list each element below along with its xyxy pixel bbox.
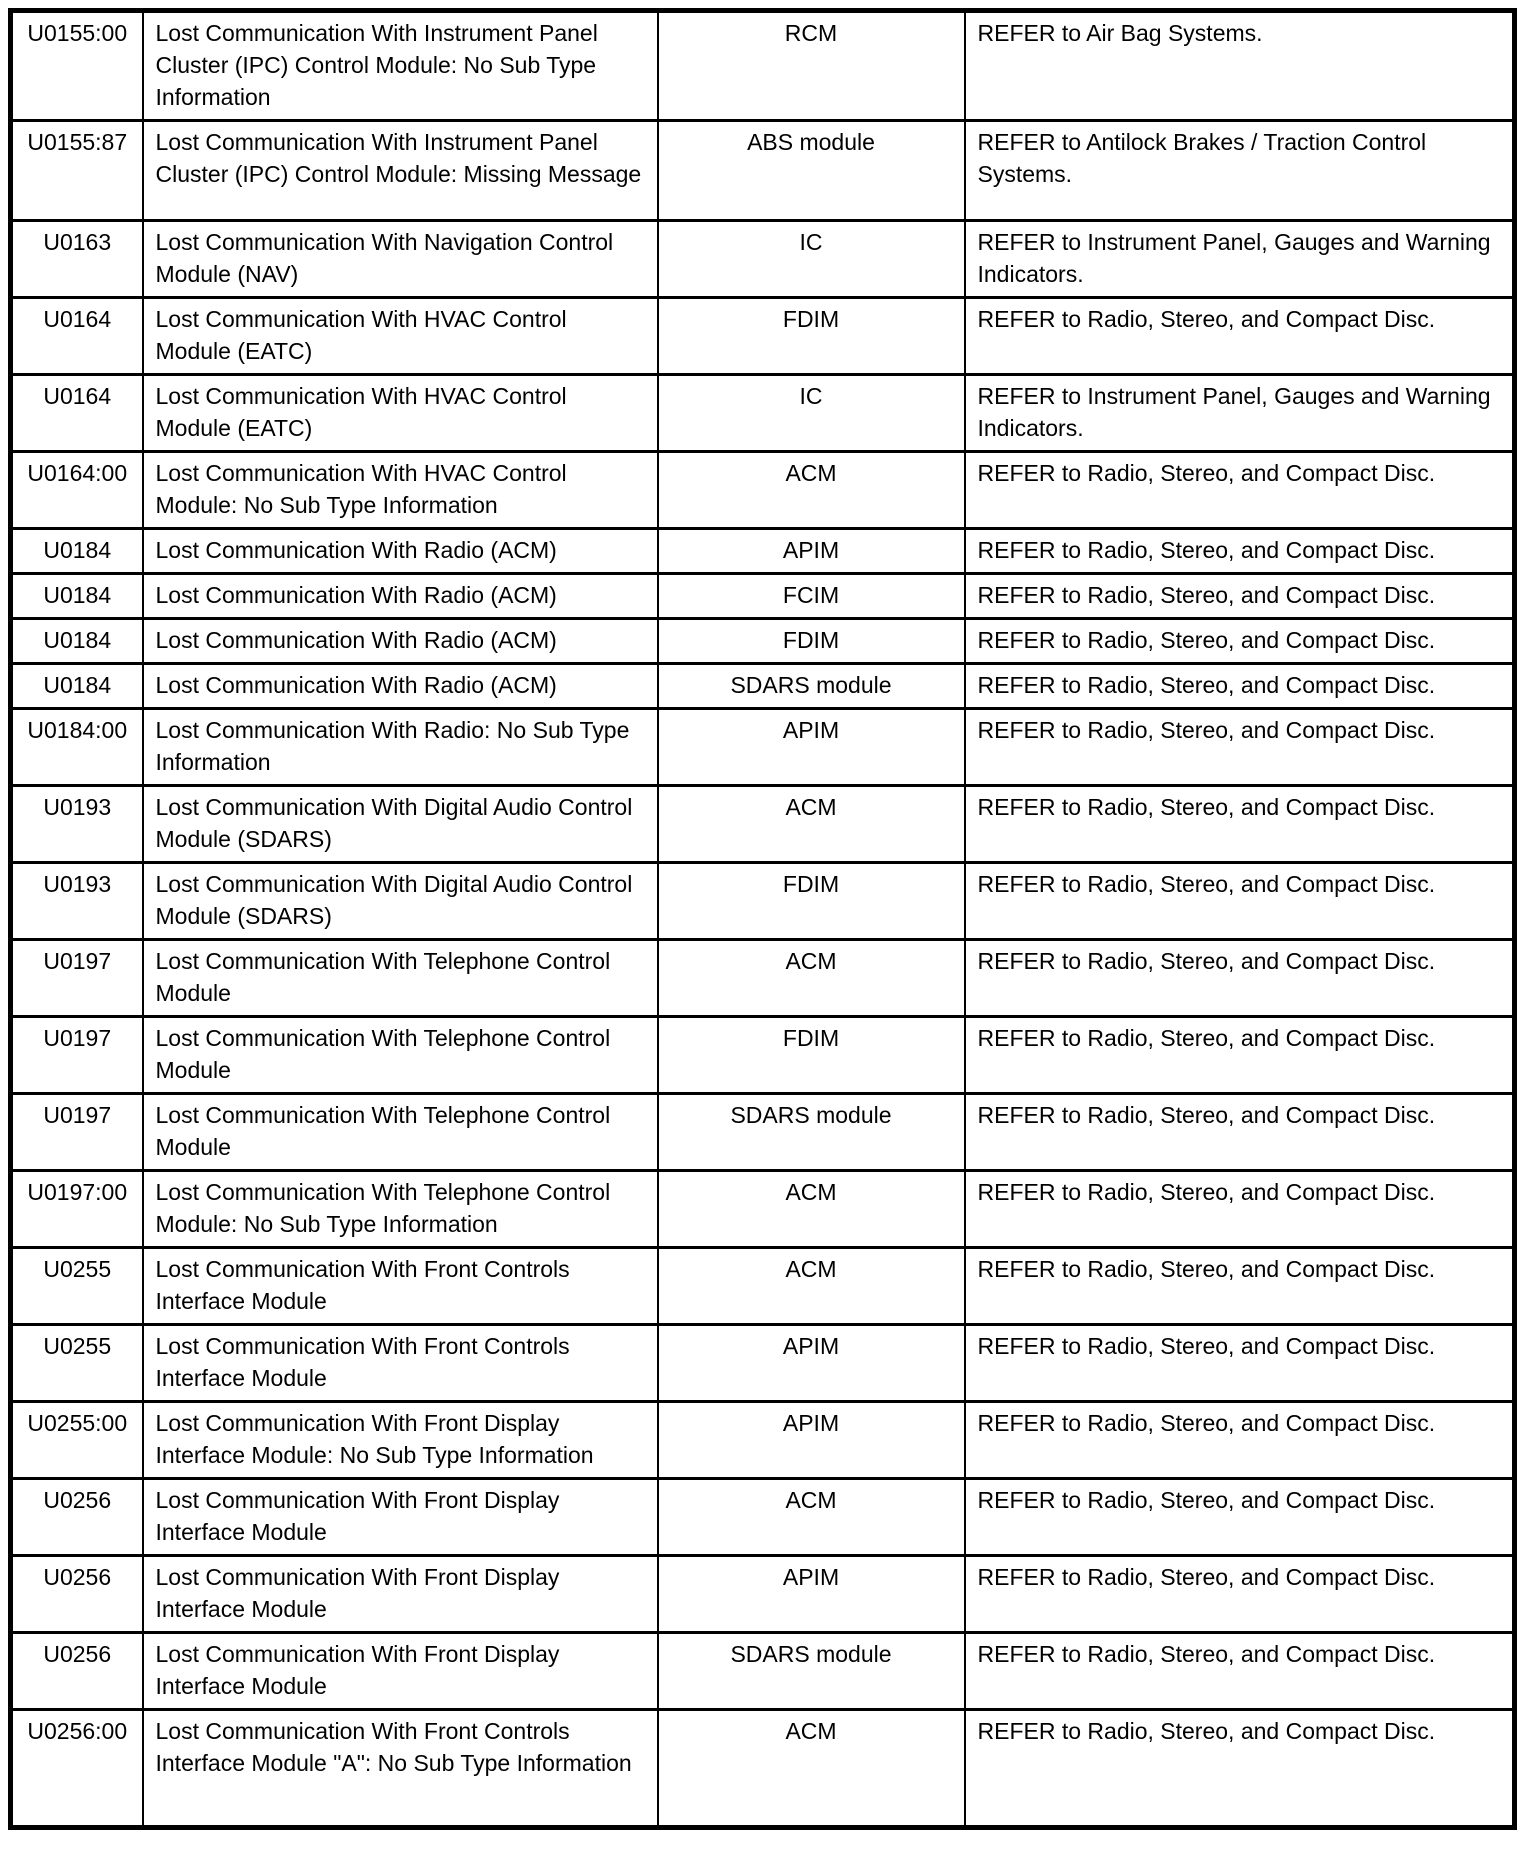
refer-action-cell: REFER to Radio, Stereo, and Compact Disc. xyxy=(965,298,1515,375)
refer-action-cell: REFER to Radio, Stereo, and Compact Disc. xyxy=(965,1710,1515,1828)
table-row xyxy=(11,1402,1515,1479)
refer-action-cell: REFER to Radio, Stereo, and Compact Disc. xyxy=(965,664,1515,709)
dtc-code-cell: U0197 xyxy=(11,1017,143,1094)
table-row xyxy=(11,1325,1515,1402)
module-cell: IC xyxy=(658,221,965,298)
dtc-description-cell: Lost Communication With Instrument Panel Cluster (IPC) Control Module: No Sub Type Information xyxy=(143,11,658,121)
dtc-code-cell: U0184 xyxy=(11,529,143,574)
module-cell: ACM xyxy=(658,786,965,863)
dtc-description-cell: Lost Communication With Radio: No Sub Type Information xyxy=(143,709,658,786)
table-row xyxy=(11,529,1515,574)
table-row xyxy=(11,863,1515,940)
refer-action-cell: REFER to Radio, Stereo, and Compact Disc. xyxy=(965,1325,1515,1402)
module-cell: SDARS module xyxy=(658,1094,965,1171)
refer-action-cell: REFER to Radio, Stereo, and Compact Disc. xyxy=(965,529,1515,574)
refer-action-cell: REFER to Air Bag Systems. xyxy=(965,11,1515,121)
module-cell: RCM xyxy=(658,11,965,121)
table-row xyxy=(11,1094,1515,1171)
refer-action-cell: REFER to Radio, Stereo, and Compact Disc. xyxy=(965,1479,1515,1556)
table-row xyxy=(11,298,1515,375)
refer-action-cell: REFER to Radio, Stereo, and Compact Disc. xyxy=(965,1094,1515,1171)
module-cell: FCIM xyxy=(658,574,965,619)
dtc-code-cell: U0255:00 xyxy=(11,1402,143,1479)
dtc-code-cell: U0164 xyxy=(11,298,143,375)
refer-action-cell: REFER to Instrument Panel, Gauges and Warning Indicators. xyxy=(965,375,1515,452)
refer-action-cell: REFER to Radio, Stereo, and Compact Disc. xyxy=(965,863,1515,940)
dtc-description-cell: Lost Communication With Front Display Interface Module xyxy=(143,1633,658,1710)
table-row xyxy=(11,11,1515,121)
dtc-description-cell: Lost Communication With HVAC Control Module (EATC) xyxy=(143,298,658,375)
dtc-code-cell: U0256 xyxy=(11,1556,143,1633)
refer-action-cell: REFER to Radio, Stereo, and Compact Disc. xyxy=(965,574,1515,619)
refer-action-cell: REFER to Radio, Stereo, and Compact Disc. xyxy=(965,1171,1515,1248)
dtc-code-cell: U0184 xyxy=(11,574,143,619)
table-row xyxy=(11,1633,1515,1710)
table-row xyxy=(11,452,1515,529)
table-row xyxy=(11,1710,1515,1828)
module-cell: APIM xyxy=(658,1556,965,1633)
dtc-description-cell: Lost Communication With HVAC Control Module: No Sub Type Information xyxy=(143,452,658,529)
table-row xyxy=(11,1479,1515,1556)
table-row xyxy=(11,940,1515,1017)
dtc-description-cell: Lost Communication With Front Display Interface Module xyxy=(143,1556,658,1633)
dtc-description-cell: Lost Communication With Digital Audio Control Module (SDARS) xyxy=(143,863,658,940)
dtc-description-cell: Lost Communication With Front Controls Interface Module "A": No Sub Type Information xyxy=(143,1710,658,1828)
module-cell: ABS module xyxy=(658,121,965,221)
table-row xyxy=(11,1017,1515,1094)
dtc-code-cell: U0184 xyxy=(11,664,143,709)
dtc-code-cell: U0164:00 xyxy=(11,452,143,529)
table-row xyxy=(11,121,1515,221)
refer-action-cell: REFER to Radio, Stereo, and Compact Disc. xyxy=(965,1402,1515,1479)
module-cell: SDARS module xyxy=(658,664,965,709)
module-cell: APIM xyxy=(658,1402,965,1479)
dtc-code-cell: U0155:87 xyxy=(11,121,143,221)
module-cell: FDIM xyxy=(658,1017,965,1094)
module-cell: ACM xyxy=(658,940,965,1017)
dtc-code-cell: U0163 xyxy=(11,221,143,298)
dtc-description-cell: Lost Communication With Instrument Panel Cluster (IPC) Control Module: Missing Message xyxy=(143,121,658,221)
dtc-code-cell: U0255 xyxy=(11,1325,143,1402)
dtc-description-cell: Lost Communication With Radio (ACM) xyxy=(143,664,658,709)
dtc-code-cell: U0193 xyxy=(11,786,143,863)
dtc-code-cell: U0184:00 xyxy=(11,709,143,786)
table-row xyxy=(11,221,1515,298)
refer-action-cell: REFER to Antilock Brakes / Traction Control Systems. xyxy=(965,121,1515,221)
dtc-description-cell: Lost Communication With HVAC Control Module (EATC) xyxy=(143,375,658,452)
dtc-description-cell: Lost Communication With Front Controls Interface Module xyxy=(143,1325,658,1402)
module-cell: FDIM xyxy=(658,619,965,664)
module-cell: ACM xyxy=(658,452,965,529)
dtc-code-cell: U0256 xyxy=(11,1479,143,1556)
module-cell: IC xyxy=(658,375,965,452)
dtc-description-cell: Lost Communication With Front Display Interface Module xyxy=(143,1479,658,1556)
refer-action-cell: REFER to Radio, Stereo, and Compact Disc. xyxy=(965,1248,1515,1325)
refer-action-cell: REFER to Radio, Stereo, and Compact Disc. xyxy=(965,1556,1515,1633)
dtc-description-cell: Lost Communication With Navigation Control Module (NAV) xyxy=(143,221,658,298)
dtc-table xyxy=(8,8,1517,1830)
dtc-description-cell: Lost Communication With Telephone Control Module: No Sub Type Information xyxy=(143,1171,658,1248)
dtc-description-cell: Lost Communication With Radio (ACM) xyxy=(143,619,658,664)
module-cell: ACM xyxy=(658,1171,965,1248)
dtc-description-cell: Lost Communication With Telephone Control Module xyxy=(143,1094,658,1171)
table-row xyxy=(11,1248,1515,1325)
refer-action-cell: REFER to Instrument Panel, Gauges and Warning Indicators. xyxy=(965,221,1515,298)
dtc-description-cell: Lost Communication With Radio (ACM) xyxy=(143,574,658,619)
module-cell: ACM xyxy=(658,1479,965,1556)
dtc-code-cell: U0255 xyxy=(11,1248,143,1325)
refer-action-cell: REFER to Radio, Stereo, and Compact Disc. xyxy=(965,1017,1515,1094)
module-cell: FDIM xyxy=(658,298,965,375)
refer-action-cell: REFER to Radio, Stereo, and Compact Disc. xyxy=(965,1633,1515,1710)
table-row xyxy=(11,375,1515,452)
dtc-description-cell: Lost Communication With Front Display Interface Module: No Sub Type Information xyxy=(143,1402,658,1479)
dtc-code-cell: U0197:00 xyxy=(11,1171,143,1248)
module-cell: ACM xyxy=(658,1710,965,1828)
module-cell: FDIM xyxy=(658,863,965,940)
table-row xyxy=(11,786,1515,863)
module-cell: ACM xyxy=(658,1248,965,1325)
dtc-code-cell: U0197 xyxy=(11,1094,143,1171)
refer-action-cell: REFER to Radio, Stereo, and Compact Disc. xyxy=(965,709,1515,786)
dtc-code-cell: U0164 xyxy=(11,375,143,452)
dtc-code-cell: U0256:00 xyxy=(11,1710,143,1828)
table-row xyxy=(11,1171,1515,1248)
table-row xyxy=(11,619,1515,664)
dtc-code-cell: U0193 xyxy=(11,863,143,940)
table-row xyxy=(11,664,1515,709)
dtc-description-cell: Lost Communication With Front Controls Interface Module xyxy=(143,1248,658,1325)
table-row xyxy=(11,574,1515,619)
dtc-description-cell: Lost Communication With Telephone Control Module xyxy=(143,1017,658,1094)
dtc-description-cell: Lost Communication With Radio (ACM) xyxy=(143,529,658,574)
refer-action-cell: REFER to Radio, Stereo, and Compact Disc. xyxy=(965,619,1515,664)
dtc-code-cell: U0184 xyxy=(11,619,143,664)
module-cell: APIM xyxy=(658,1325,965,1402)
refer-action-cell: REFER to Radio, Stereo, and Compact Disc. xyxy=(965,786,1515,863)
refer-action-cell: REFER to Radio, Stereo, and Compact Disc. xyxy=(965,940,1515,1017)
dtc-description-cell: Lost Communication With Digital Audio Control Module (SDARS) xyxy=(143,786,658,863)
dtc-code-cell: U0256 xyxy=(11,1633,143,1710)
dtc-code-cell: U0197 xyxy=(11,940,143,1017)
table-row xyxy=(11,1556,1515,1633)
dtc-table-body xyxy=(11,11,1515,1828)
refer-action-cell: REFER to Radio, Stereo, and Compact Disc. xyxy=(965,452,1515,529)
module-cell: APIM xyxy=(658,709,965,786)
dtc-code-cell: U0155:00 xyxy=(11,11,143,121)
module-cell: SDARS module xyxy=(658,1633,965,1710)
module-cell: APIM xyxy=(658,529,965,574)
table-row xyxy=(11,709,1515,786)
dtc-description-cell: Lost Communication With Telephone Control Module xyxy=(143,940,658,1017)
